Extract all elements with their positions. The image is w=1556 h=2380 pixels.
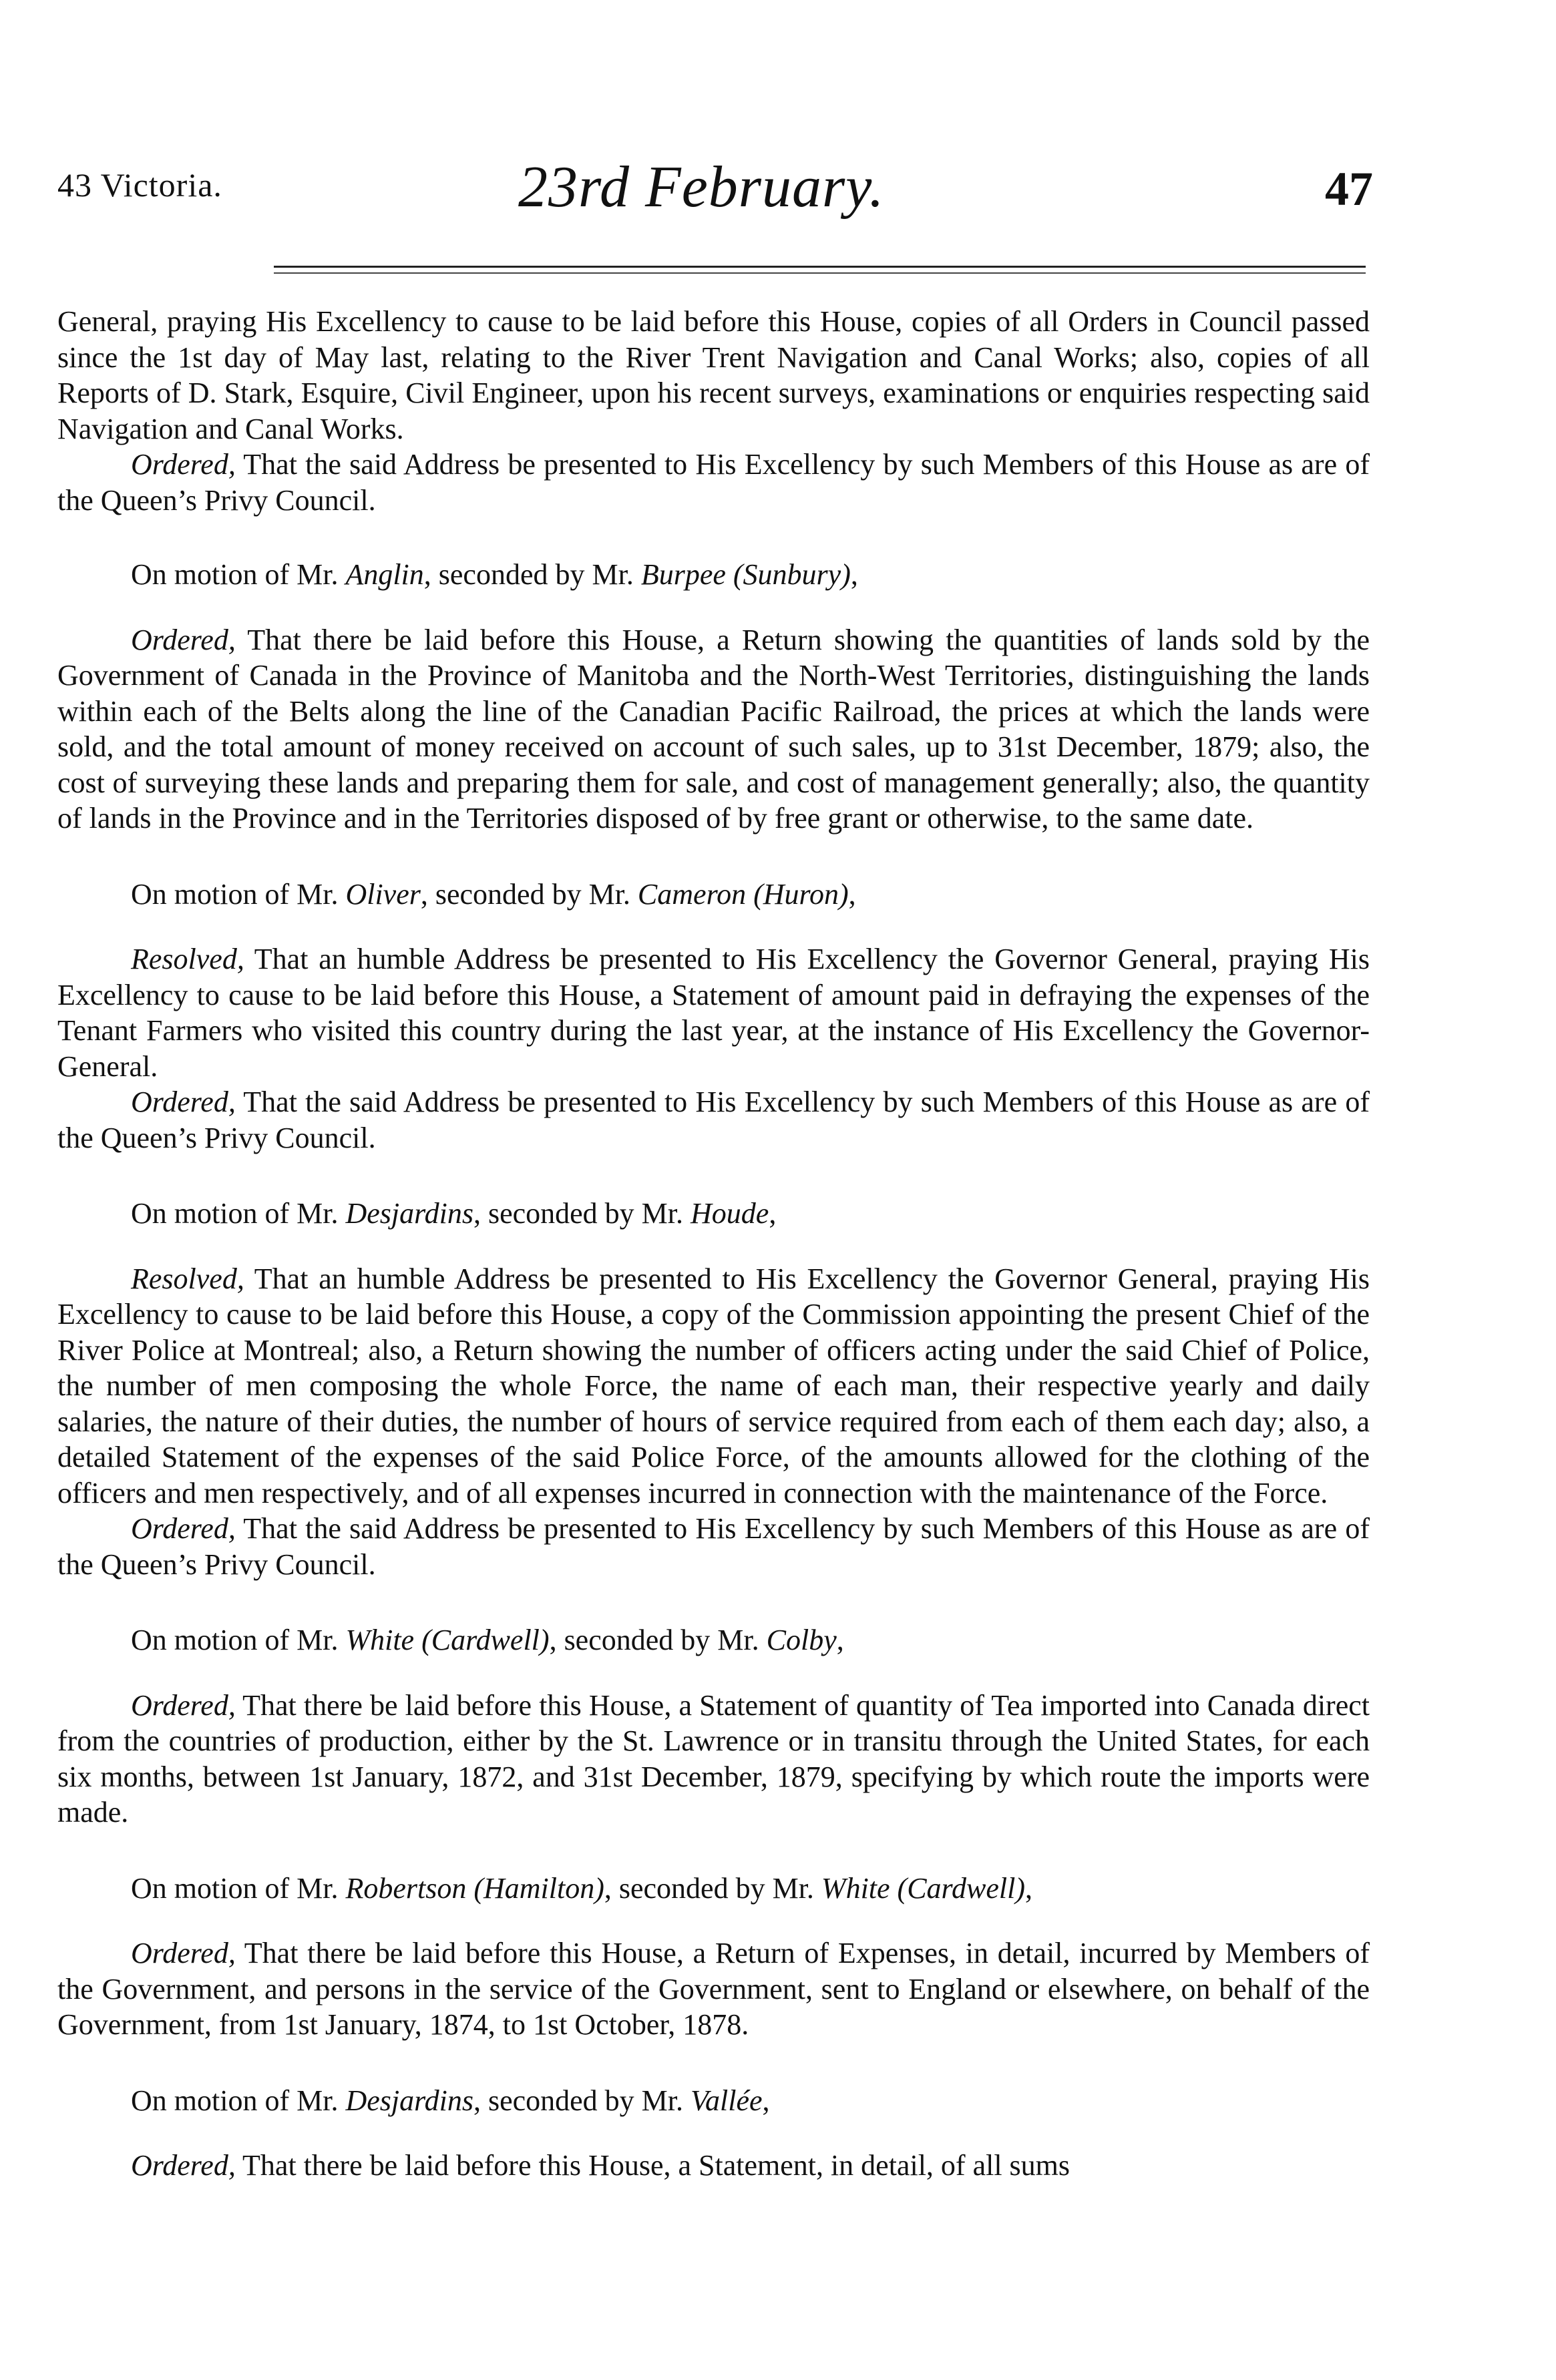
entry-ordered	[57, 1084, 1370, 1156]
ordered-text: That the said Address be presented to His Excellency by such Members of this House as are of the Queen’s Privy Council.	[57, 1086, 1370, 1154]
page-header	[57, 154, 1373, 234]
mover-name: Anglin	[345, 558, 424, 591]
ordered-text: That the said Address be presented to His Excellency by such Members of this House as are of the Queen’s Privy Council.	[57, 448, 1370, 517]
seconder-name: Houde	[691, 1197, 769, 1230]
seconder-suffix: ,	[769, 1197, 777, 1230]
seconder-name: Cameron (Huron)	[637, 877, 849, 911]
mover-name: Oliver	[345, 877, 421, 911]
seconder-name: Colby	[766, 1624, 837, 1656]
continuation-paragraph: General, praying His Excellency to cause to be laid before this House, copies of all Orders in Council passed since the 1st day of May last, relating to the River Trent Navigation and Canal Works; also, copies of all Reports of D. Stark, Esquire, Civil Engineer, upon his recent surveys, examinations or enquiries respecting said Navigation and Canal Works.	[57, 305, 1370, 445]
motion-line	[57, 557, 1370, 593]
entry-action	[57, 1688, 1370, 1831]
session-label: 43 Victoria.	[57, 166, 222, 204]
action-label: Ordered,	[131, 2149, 236, 2182]
seconder-name: White (Cardwell)	[821, 1871, 1026, 1905]
action-label: Ordered,	[131, 1937, 236, 1969]
action-label: Ordered,	[131, 1688, 236, 1722]
motion-prefix: On motion of Mr.	[131, 1871, 346, 1905]
motion-line	[57, 877, 1370, 913]
entry-action	[57, 941, 1370, 1084]
seconder-name: Vallée	[691, 2084, 763, 2117]
seconder-suffix: ,	[1025, 1871, 1033, 1905]
motion-line	[57, 1622, 1370, 1658]
entry-action	[57, 1935, 1370, 2043]
ordered-label: Ordered,	[131, 1512, 236, 1545]
seconder-name: Burpee (Sunbury)	[640, 558, 851, 591]
motion-line	[57, 1871, 1370, 1907]
entry-action	[57, 622, 1370, 837]
entry-action	[57, 2148, 1370, 2184]
page-body	[57, 304, 1370, 2184]
header-rule-secondary	[274, 272, 1366, 274]
seconded-text: , seconded by Mr.	[604, 1871, 821, 1905]
header-rule	[274, 266, 1366, 268]
seconded-text: , seconded by Mr.	[473, 1197, 691, 1230]
continuation-ordered	[57, 447, 1370, 518]
action-label: Resolved,	[131, 1262, 244, 1295]
motion-line	[57, 1196, 1370, 1232]
motion-prefix: On motion of Mr.	[131, 558, 346, 591]
motion-prefix: On motion of Mr.	[131, 2084, 346, 2117]
action-text: That there be laid before this House, a Return showing the quantities of lands sold by the Government of Canada in the Province of Manitoba and the North-West Territories, distinguishing the lands within each of the Belts along the line of the Canadian Pacific Railroad, the prices at which the lands were sold, and the total amount of money received on account of such sales, up to 31st December, 1879; also, the cost of surveying these lands and preparing them for sale, and cost of management generally; also, the quantity of lands in the Province and in the Territories disposed of by free grant or otherwise, to the same date.	[57, 623, 1370, 835]
seconder-suffix: ,	[850, 558, 858, 591]
ordered-label: Ordered,	[131, 1086, 236, 1118]
motion-prefix: On motion of Mr.	[131, 1624, 346, 1656]
action-text: That there be laid before this House, a Statement, in detail, of all sums	[235, 2149, 1071, 2182]
entry-action	[57, 1261, 1370, 1511]
mover-name: White (Cardwell)	[345, 1624, 550, 1656]
entry-ordered	[57, 1511, 1370, 1582]
mover-name: Desjardins	[345, 2084, 473, 2117]
action-text: That there be laid before this House, a Statement of quantity of Tea imported into Canada direct from the countries of production, either by the St. Lawrence or in transitu through the United States, for each six months, between 1st January, 1872, and 31st December, 1879, specifying by which route the imports were made.	[57, 1688, 1370, 1829]
motion-prefix: On motion of Mr.	[131, 877, 346, 911]
seconded-text: , seconded by Mr.	[473, 2084, 691, 2117]
motion-line	[57, 2083, 1370, 2119]
action-text: That an humble Address be presented to His Excellency the Governor General, praying His Excellency to cause to be laid before this House, a Statement of amount paid in defraying the expenses of the Tenant Farmers who visited this country during the last year, at the instance of His Excellency the Governor-General.	[57, 943, 1370, 1083]
date-heading: 23rd February.	[518, 155, 885, 220]
seconded-text: , seconded by Mr.	[420, 877, 638, 911]
ordered-text: That the said Address be presented to His Excellency by such Members of this House as are of the Queen’s Privy Council.	[57, 1512, 1370, 1581]
action-label: Resolved,	[131, 943, 244, 975]
seconded-text: , seconded by Mr.	[423, 558, 641, 591]
seconder-suffix: ,	[836, 1624, 844, 1656]
action-text: That there be laid before this House, a Return of Expenses, in detail, incurred by Members of the Government, and persons in the service of the Government, sent to England or elsewhere, on behalf of the Government, from 1st January, 1874, to 1st October, 1878.	[57, 1937, 1370, 2041]
action-label: Ordered,	[131, 623, 236, 656]
mover-name: Desjardins	[345, 1197, 473, 1230]
seconder-suffix: ,	[848, 877, 856, 911]
ordered-label: Ordered,	[131, 448, 236, 481]
seconded-text: , seconded by Mr.	[549, 1624, 767, 1656]
action-text: That an humble Address be presented to His Excellency the Governor General, praying His Excellency to cause to be laid before this House, a copy of the Commission appointing the present Chief of the River Police at Montreal; also, a Return showing the number of officers acting under the said Chief of Police, the number of men composing the whole Force, the name of each man, their respective yearly and daily salaries, the nature of their duties, the number of hours of service required from each of them each day; also, a detailed Statement of the expenses of the said Police Force, of the amounts allowed for the clothing of the officers and men respectively, and of all expenses incurred in connection with the maintenance of the Force.	[57, 1262, 1370, 1509]
mover-name: Robertson (Hamilton)	[345, 1871, 604, 1905]
motion-prefix: On motion of Mr.	[131, 1197, 346, 1230]
page-number: 47	[1325, 162, 1373, 216]
seconder-suffix: ,	[762, 2084, 770, 2117]
